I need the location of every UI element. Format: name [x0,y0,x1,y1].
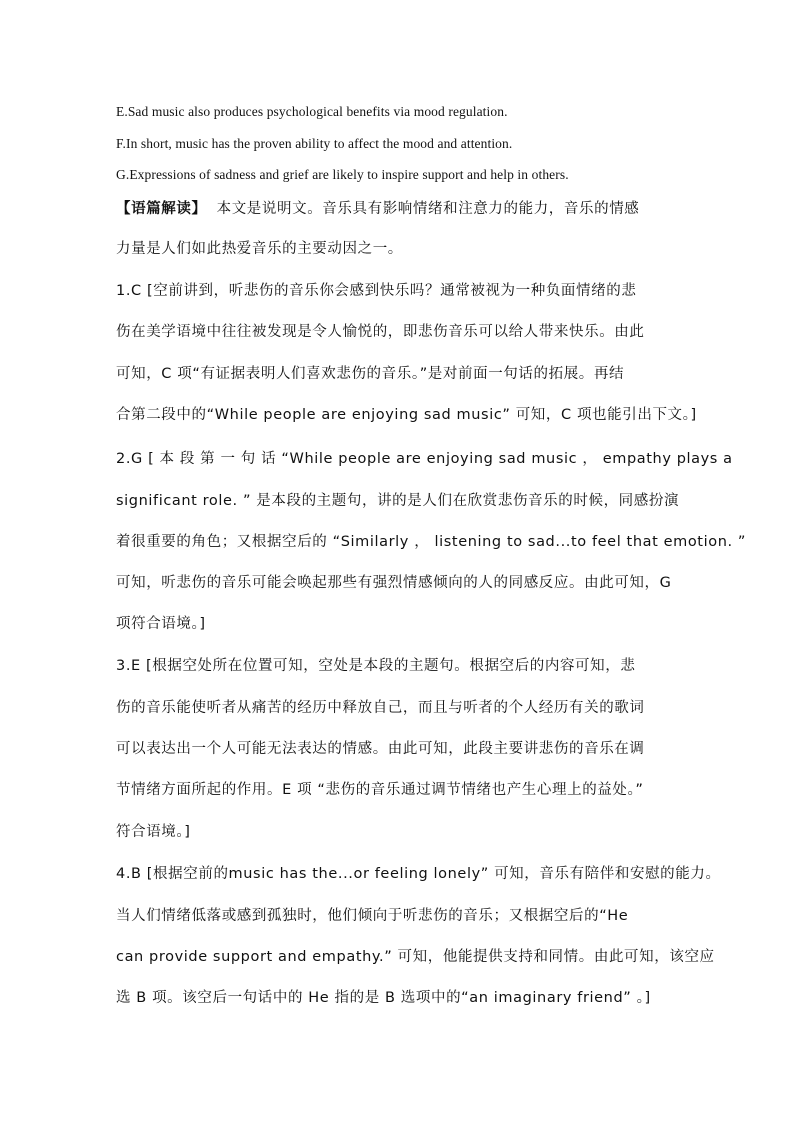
answer-4-line-3: can provide support and empathy.” 可知，他能提供支持和同情。由此可知，该空应 [116,949,715,965]
answer-2-line-1: 2.G [ 本 段 第 一 句 话 “While people are enjoying sad music ， empathy plays a [116,451,733,467]
answer-3-line-3: 可以表达出一个人可能无法表达的情感。由此可知，此段主要讲悲伤的音乐在调 [116,741,645,757]
answer-2-line-2: significant role. ” 是本段的主题句，讲的是人们在欣赏悲伤音乐的时候，同感扮演 [116,493,680,509]
answer-2-line-4: 可知，听悲伤的音乐可能会唤起那些有强烈情感倾向的人的同感反应。由此可知，G [116,575,672,591]
analysis-text-1: 本文是说明文。音乐具有影响情绪和注意力的能力，音乐的情感 [216,201,640,217]
analysis-label: 【语篇解读】 [116,201,207,217]
answer-2-line-3: 着很重要的角色；又根据空后的 “Similarly ， listening to sad...to feel that emotion. ” [116,534,747,550]
answer-4-line-1: 4.B [根据空前的music has the...or feeling lonely” 可知，音乐有陪伴和安慰的能力。 [116,866,721,882]
answer-3-line-2: 伤的音乐能使听者从痛苦的经历中释放自己，而且与听者的个人经历有关的歌词 [116,700,645,716]
answer-1-line-1: 1.C [空前讲到，听悲伤的音乐你会感到快乐吗？通常被视为一种负面情绪的悲 [116,283,637,299]
option-g-text: G.Expressions of sadness and grief are likely to inspire support and help in others. [116,167,569,182]
answer-3-line-5: 符合语境。] [116,824,191,840]
option-f-text: F.In short, music has the proven ability to affect the mood and attention. [116,136,513,151]
answer-1-line-2: 伤在美学语境中往往被发现是令人愉悦的，即悲伤音乐可以给人带来快乐。由此 [116,324,645,340]
answer-2-line-5: 项符合语境。] [116,616,206,632]
answer-4-line-4: 选 B 项。该空后一句话中的 He 指的是 B 选项中的“an imaginary friend” 。] [116,990,651,1006]
answer-1-line-4: 合第二段中的“While people are enjoying sad music” 可知，C 项也能引出下文。] [116,407,697,423]
analysis-line-1 [116,198,639,220]
answer-4-line-2: 当人们情绪低落或感到孤独时，他们倾向于听悲伤的音乐；又根据空后的“He [116,908,629,924]
answer-3-line-4: 节情绪方面所起的作用。E 项 “悲伤的音乐通过调节情绪也产生心理上的益处。” [116,782,644,798]
answer-3-line-1: 3.E [根据空处所在位置可知，空处是本段的主题句。根据空后的内容可知，悲 [116,658,636,674]
option-e-text: E.Sad music also produces psychological benefits via mood regulation. [116,104,508,119]
answer-1-line-3: 可知，C 项“有证据表明人们喜欢悲伤的音乐。”是对前面一句话的拓展。再结 [116,366,625,382]
analysis-line-2: 力量是人们如此热爱音乐的主要动因之一。 [116,241,403,257]
